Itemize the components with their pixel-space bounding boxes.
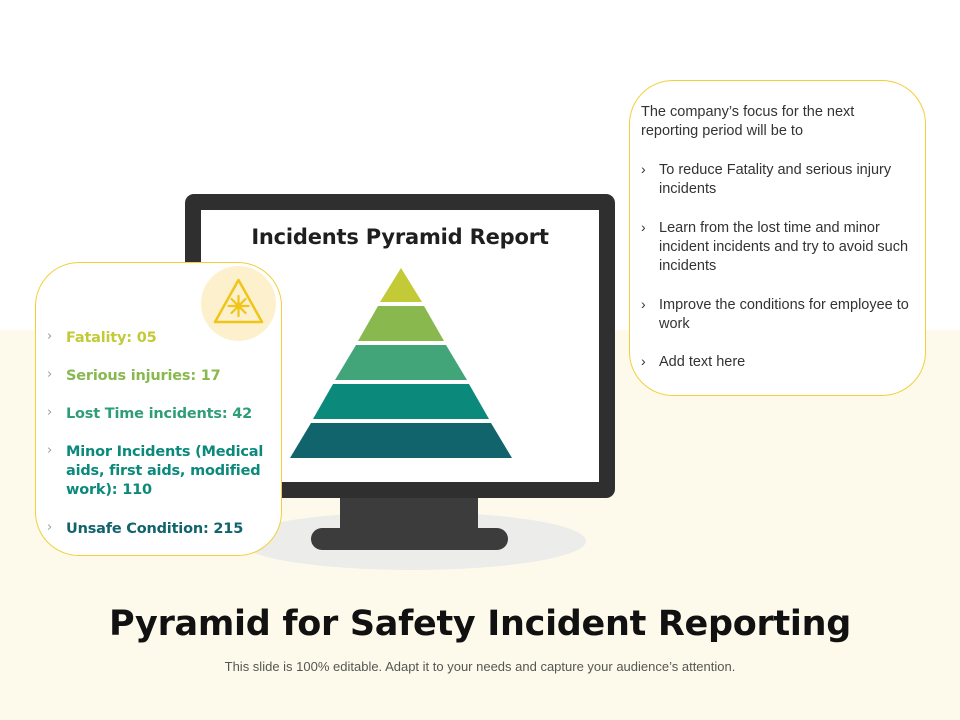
chevron-right-icon: › xyxy=(641,353,646,369)
focus-point: Add text here xyxy=(659,354,746,370)
pyramid-layer-fatality xyxy=(380,268,422,302)
focus-point: Learn from the lost time and minor incident incidents and try to avoid such incidents xyxy=(659,220,909,274)
chevron-right-icon: › xyxy=(47,520,53,535)
focus-point: Improve the conditions for employee to work xyxy=(659,297,909,332)
incident-label: Unsafe Condition: 215 xyxy=(66,521,244,537)
pyramid-layer-serious-injuries xyxy=(358,306,444,341)
pyramid-layer-minor-incidents xyxy=(313,384,489,419)
slide-subtitle: This slide is 100% editable. Adapt it to your needs and capture your audience’s attention. xyxy=(224,659,736,674)
focus-point: To reduce Fatality and serious injury incidents xyxy=(659,162,892,197)
chevron-right-icon: › xyxy=(641,296,646,312)
incident-label: Serious injuries: 17 xyxy=(66,368,221,384)
chevron-right-icon: › xyxy=(47,367,53,382)
focus-intro: The company’s focus for the next reporting period will be to xyxy=(641,104,855,139)
pyramid-report-title: Incidents Pyramid Report xyxy=(251,225,549,249)
chevron-right-icon: › xyxy=(641,219,646,235)
chevron-right-icon: › xyxy=(641,161,646,177)
incident-label: Fatality: 05 xyxy=(66,330,157,346)
chevron-right-icon: › xyxy=(47,329,53,344)
slide-title: Pyramid for Safety Incident Reporting xyxy=(109,604,851,644)
pyramid-layer-unsafe-condition xyxy=(290,423,512,458)
chevron-right-icon: › xyxy=(47,443,53,458)
pyramid-layer-lost-time xyxy=(335,345,467,380)
incident-label: Lost Time incidents: 42 xyxy=(66,406,253,422)
incident-label: Minor Incidents (Medical aids, first aids, modified work): 110 xyxy=(66,444,264,498)
chevron-right-icon: › xyxy=(47,405,53,420)
